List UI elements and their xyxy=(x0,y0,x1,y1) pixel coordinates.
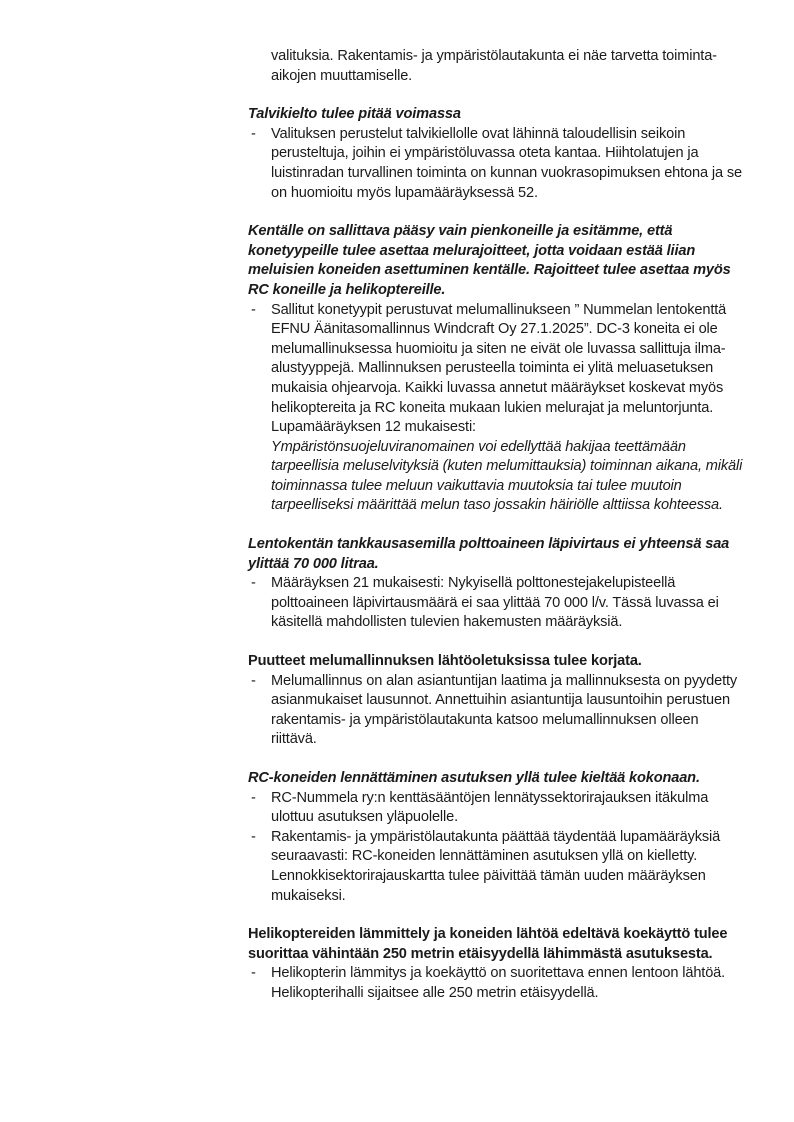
bullet-text: Melumallinnus on alan asiantuntijan laatima ja mallinnuksesta on pyydetty asianmukaiset lausunnot. Annettuihin asiantuntija lausuntoihin perustuen rakentamis- ja ympäristölautakunta katsoo melumallinnuksen olleen riittävä. xyxy=(271,672,738,748)
section-heading: Helikoptereiden lämmittely ja koneiden lähtöä edeltävä koekäyttö tulee suorittaa vähintään 250 metrin etäisyydellä lähimmästä asutuksesta. xyxy=(248,926,728,962)
bullet-item xyxy=(248,828,748,906)
bullet-item xyxy=(248,574,748,633)
bullet-item xyxy=(248,672,748,750)
section-fuel-throughput xyxy=(248,535,748,633)
bullet-dash: - xyxy=(251,575,256,592)
bullet-dash: - xyxy=(251,828,256,845)
bullet-text: Sallitut konetyypit perustuvat melumallinukseen ” Nummelan lentokenttä EFNU Äänitasomallinnus Windcraft Oy 27.1.2025”. DC-3 koneita ei ole melumallinuksessa huomioitu ja siten ne eivät ole luvassa sallittuja ilma-alustyyppejä. Mallinnuksen perusteella toiminta ei ylitä meluasetuksen mukaisia ohjearvoja. Kaikki luvassa annetut määräykset koskevat myös helikoptereita ja RC koneita mukaan lukien melurajat ja meluntorjunta. Lupamääräyksen 12 mukaisesti: xyxy=(271,301,727,436)
bullet-dash: - xyxy=(251,301,256,318)
section-helicopter-warmup xyxy=(248,925,748,1003)
bullet-item xyxy=(248,301,748,517)
bullet-text: Valituksen perustelut talvikiellolle ovat lähinnä taloudellisin seikoin perusteltuja, joihin ei ympäristöluvassa oteta kantaa. Hiihtolatujen ja luistinradan turvallinen toiminta on kunnan vuokrasopimuksen ehtona ja se on huomioitu myös lupamääräyksessä 52. xyxy=(271,125,742,201)
bullet-dash: - xyxy=(251,965,256,982)
bullet-text: Helikopterin lämmitys ja koekäyttö on suoritettava ennen lentoon lähtöä. Helikopterihalli sijaitsee alle 250 metrin etäisyydellä. xyxy=(271,965,726,1001)
section-rc-flying-ban xyxy=(248,769,748,906)
bullet-dash: - xyxy=(251,672,256,689)
bullet-item xyxy=(248,125,748,203)
document-body xyxy=(248,47,748,1004)
bullet-text: Määräyksen 21 mukaisesti: Nykyisellä polttonestejakelupisteellä polttoaineen läpivirtausmäärä ei saa ylittää 70 000 l/v. Tässä luvassa ei käsitellä mahdollisten tulevien hakemusten määräyksiä. xyxy=(271,575,719,631)
section-heading: Talvikielto tulee pitää voimassa xyxy=(248,106,461,123)
section-heading: Lentokentän tankkausasemilla polttoaineen läpivirtaus ei yhteensä saa ylittää 70 000 litraa. xyxy=(248,536,730,572)
section-winter-ban xyxy=(248,105,748,203)
bullet-text: RC-Nummela ry:n kenttäsääntöjen lennätyssektorirajauksen itäkulma ulottuu asutuksen yläpuolelle. xyxy=(271,789,709,826)
section-heading: Puutteet melumallinnuksen lähtöoletuksissa tulee korjata. xyxy=(248,653,642,670)
section-heading: RC-koneiden lennättäminen asutuksen yllä tulee kieltää kokonaan. xyxy=(248,770,700,786)
section-noise-model-deficiencies xyxy=(248,652,748,750)
bullet-item xyxy=(248,964,748,1003)
bullet-dash: - xyxy=(251,125,256,142)
intro-paragraph: valituksia. Rakentamis- ja ympäristölautakunta ei näe tarvetta toiminta-aikojen muuttamiselle. xyxy=(271,48,717,84)
permit-clause-quote: Ympäristönsuojeluviranomainen voi edellyttää hakijaa teettämään tarpeellisia meluselvityksiä (kuten melumittauksia) toiminnan aikana, mikäli toiminnassa tulee meluun vaikuttavia muutoksia tai tulee muutoin tarpeelliseksi määrittää melun taso jossakin häiriölle alttiissa kohteessa. xyxy=(271,438,743,514)
section-aircraft-noise-limits xyxy=(248,222,748,516)
bullet-item xyxy=(248,789,748,828)
bullet-text: Rakentamis- ja ympäristölautakunta päättää täydentää lupamääräyksiä seuraavasti: RC-koneiden lennättäminen asutuksen yllä on kielletty. Lennokkisektorirajauskartta tulee päivittää tämän uuden määräyksen mukaiseksi. xyxy=(271,828,721,904)
section-heading: Kentälle on sallittava pääsy vain pienkoneille ja esitämme, että konetyypeille tulee asettaa melurajoitteet, jotta voidaan estää liian meluisien koneiden asettuminen kentälle. Rajoitteet tulee asettaa myös RC koneille ja helikoptereille. xyxy=(248,223,731,298)
bullet-dash: - xyxy=(251,789,256,806)
